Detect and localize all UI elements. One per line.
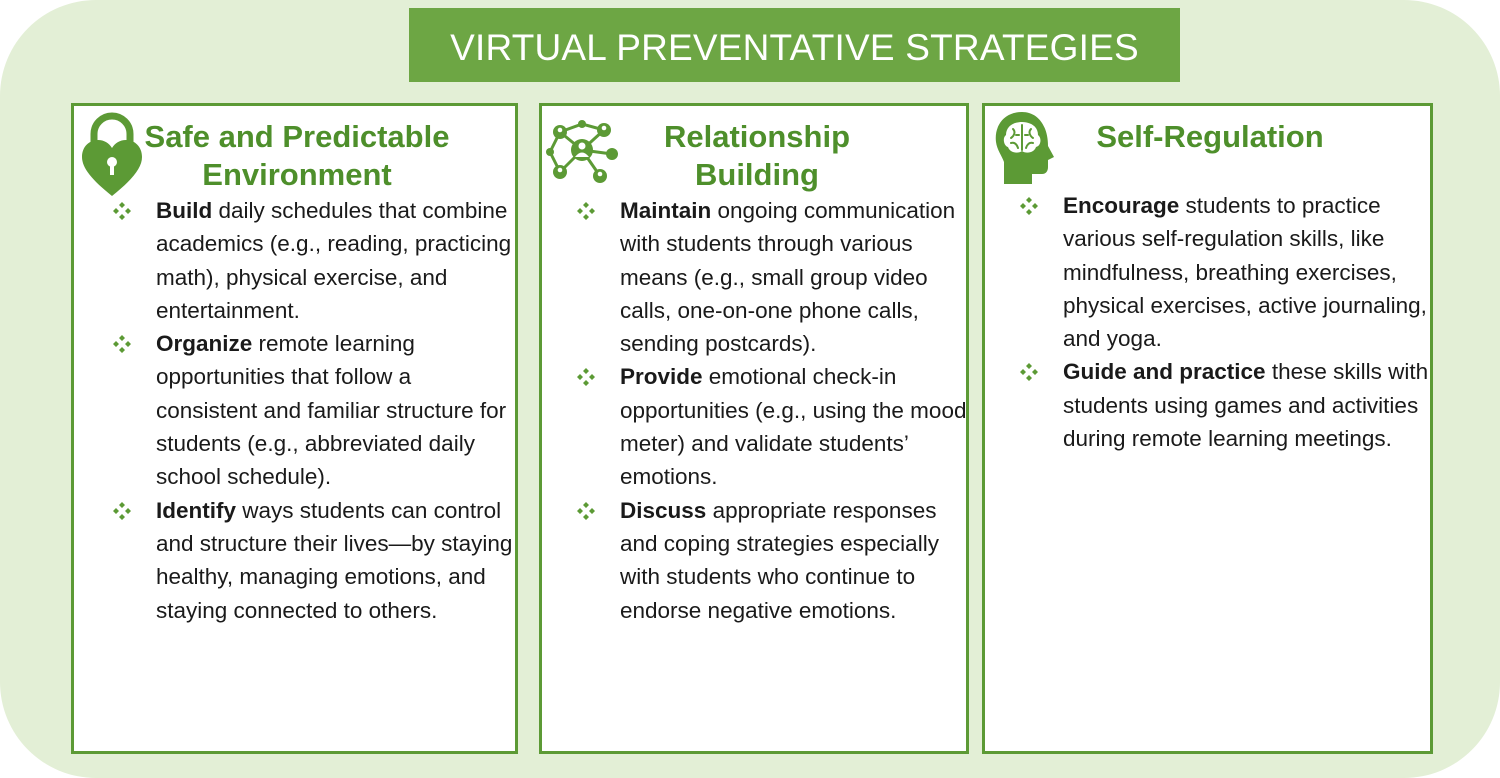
bullet-text: daily schedules that combine academics (e.g., reading, practicing math), physical exercise, and entertainment. <box>156 198 512 323</box>
card-heading: Self-Regulation <box>1096 119 1324 154</box>
bullet-lead: Identify <box>156 497 237 523</box>
bullet-text: emotional check-in opportunities (e.g., using the mood meter) and validate students’ emotions. <box>620 364 967 490</box>
bullet-list <box>112 194 517 627</box>
list-item <box>576 194 971 360</box>
diamond-bullet-icon <box>112 501 132 521</box>
bullet-text: students to practice various self-regulation skills, like mindfulness, breathing exercises, physical exercises, active journaling, and yoga. <box>1063 193 1427 352</box>
bullet-list <box>1019 189 1434 455</box>
diamond-bullet-icon <box>576 201 596 221</box>
people-network-icon <box>542 110 622 190</box>
list-item <box>576 360 971 493</box>
list-item <box>112 327 517 493</box>
diamond-bullet-icon <box>112 201 132 221</box>
list-item <box>1019 189 1434 355</box>
diamond-bullet-icon <box>576 501 596 521</box>
bullet-text: these skills with students using games and activities during remote learning meetings. <box>1063 359 1429 452</box>
page-title: VIRTUAL PREVENTATIVE STRATEGIES <box>450 27 1139 68</box>
card-heading: Relationship Building <box>663 119 850 192</box>
diamond-bullet-icon <box>1019 196 1039 216</box>
bullet-text: remote learning opportunities that follow a consistent and familiar structure for students (e.g., abbreviated daily school schedule). <box>156 331 507 490</box>
card-heading: Safe and Predictable Environment <box>144 119 450 192</box>
diamond-bullet-icon <box>576 367 596 387</box>
diamond-bullet-icon <box>1019 362 1039 382</box>
bullet-text: ongoing communication with students through various means (e.g., small group video calls, one-on-one phone calls, sending postcards). <box>620 198 956 357</box>
diamond-bullet-icon <box>112 334 132 354</box>
bullet-lead: Guide and practice <box>1063 359 1266 385</box>
list-item <box>1019 355 1434 455</box>
card-safe-environment <box>71 103 518 754</box>
title-banner <box>409 8 1180 82</box>
bullet-lead: Maintain <box>620 198 712 223</box>
card-self-regulation <box>982 103 1433 754</box>
bullet-lead: Discuss <box>620 497 707 523</box>
list-item <box>112 194 517 327</box>
list-item <box>112 494 517 627</box>
bullet-lead: Encourage <box>1063 193 1180 218</box>
list-item <box>576 494 971 627</box>
bullet-text: ways students can control and structure their lives—by staying healthy, managing emotions, and staying connected to others. <box>156 497 513 623</box>
bullet-lead: Provide <box>620 364 703 390</box>
bullet-list <box>576 194 971 627</box>
bullet-lead: Organize <box>156 331 253 357</box>
card-relationship-building <box>539 103 969 754</box>
bullet-text: appropriate responses and coping strategies especially with students who continue to endorse negative emotions. <box>620 497 939 623</box>
bullet-lead: Build <box>156 198 213 223</box>
